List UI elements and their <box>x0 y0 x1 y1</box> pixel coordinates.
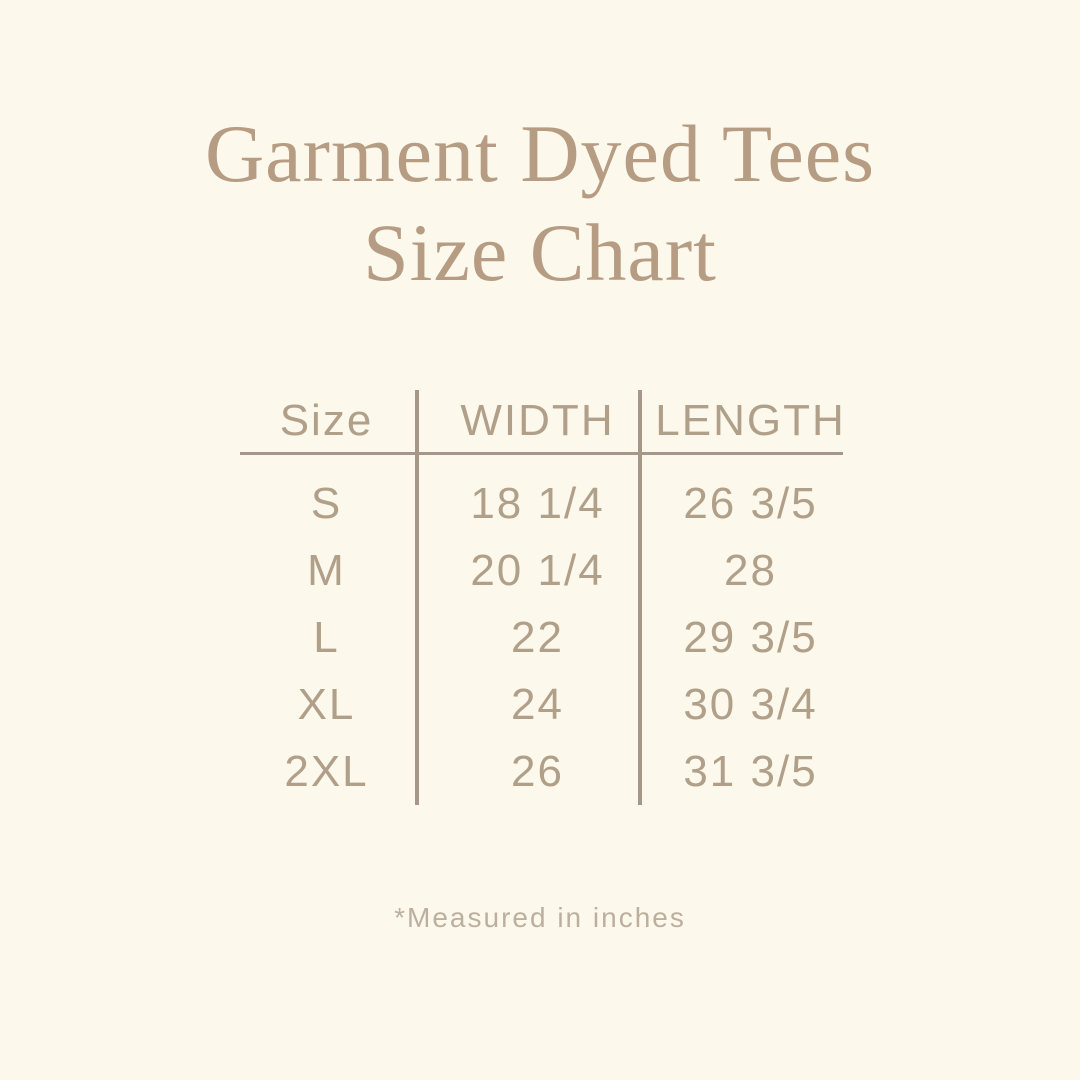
width-cell-row-4: 26 <box>511 746 564 796</box>
length-cell-row-3: 30 3/4 <box>683 679 818 729</box>
size-cell-row-0: S <box>310 478 343 528</box>
header-rule <box>240 452 843 455</box>
title-line-2: Size Chart <box>363 207 717 298</box>
size-cell-row-3: XL <box>297 679 356 729</box>
page-title <box>0 104 1080 302</box>
size-column-header: Size <box>279 396 374 445</box>
footnote: *Measured in inches <box>394 902 686 933</box>
size-table <box>240 390 846 805</box>
width-cell-row-2: 22 <box>511 612 564 662</box>
size-cell-row-1: M <box>307 545 346 595</box>
size-cell-row-2: L <box>313 612 340 662</box>
length-column-header: LENGTH <box>655 396 846 445</box>
length-cell-row-2: 29 3/5 <box>683 612 818 662</box>
width-column-header: WIDTH <box>460 396 615 445</box>
size-cell-row-4: 2XL <box>284 746 369 796</box>
title-line-1: Garment Dyed Tees <box>204 108 876 199</box>
length-cell-row-0: 26 3/5 <box>683 478 818 528</box>
length-cell-row-1: 28 <box>724 545 777 595</box>
width-cell-row-1: 20 1/4 <box>470 545 605 595</box>
width-cell-row-3: 24 <box>511 679 564 729</box>
length-cell-row-4: 31 3/5 <box>683 746 818 796</box>
width-cell-row-0: 18 1/4 <box>470 478 605 528</box>
